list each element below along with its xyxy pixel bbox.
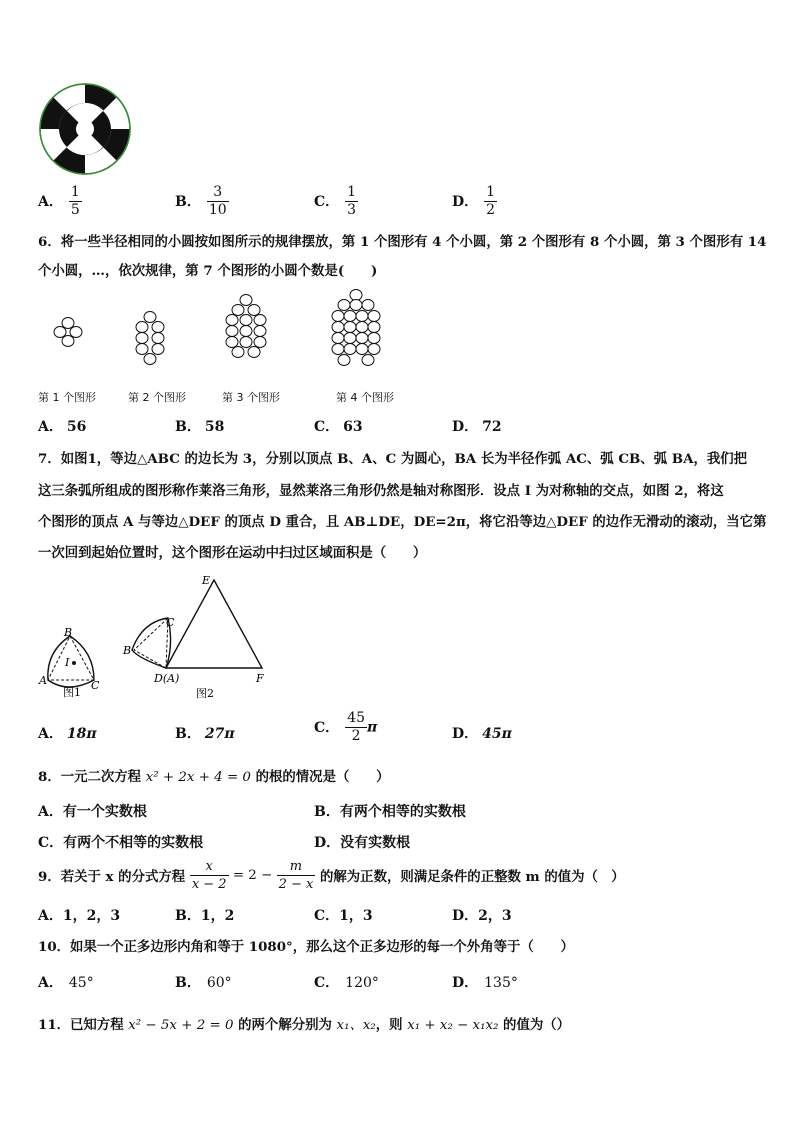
q9-d-text: 2，3	[478, 908, 512, 924]
fig2-label-f: F	[256, 672, 264, 685]
q9-pre: 9．若关于 x 的分式方程	[38, 869, 190, 885]
q5-option-a-fraction	[69, 184, 82, 219]
fig2-label-c: C	[166, 616, 175, 629]
q9-f2-num: m	[277, 858, 316, 876]
q6-caption-3: 第 3 个图形	[222, 391, 280, 404]
q8-option-a[interactable]	[38, 801, 147, 821]
q9-option-b[interactable]	[175, 905, 234, 925]
q8-pre: 8．一元二次方程	[38, 769, 146, 785]
q5-option-c-fraction	[345, 184, 358, 219]
fig1-label-c: C	[91, 679, 100, 692]
q9-fraction-1	[190, 858, 229, 893]
q5-option-a[interactable]	[38, 184, 82, 219]
q9-option-a[interactable]	[38, 905, 120, 925]
q7-a-letter: A．	[38, 726, 63, 742]
q9-mid: = 2 −	[228, 868, 277, 883]
q5-option-b[interactable]	[175, 184, 229, 219]
q9-f1-den: x − 2	[191, 877, 227, 892]
q9-d-letter: D．	[452, 908, 479, 924]
q8-option-d[interactable]	[314, 832, 410, 852]
q7-line2: 这三条弧所组成的图形称作莱洛三角形，显然莱洛三角形仍然是轴对称图形．设点 I 为对称轴的交点，如图 2，将这	[38, 483, 724, 499]
q11-roots: x₁、x₂	[336, 1018, 376, 1033]
q6-c-letter: C．	[314, 419, 340, 435]
q7-line1: 7．如图1，等边△ABC 的边长为 3，分别以顶点 B、A、C 为圆心，BA 长为半径作弧 AC、弧 CB、弧 BA，我们把	[38, 451, 748, 467]
q6-option-d[interactable]	[452, 416, 502, 436]
fig2-label-b: B	[123, 644, 132, 657]
q11-equation: x² − 5x + 2 = 0	[128, 1018, 234, 1033]
q8-option-b[interactable]	[314, 801, 466, 821]
q7-line4: 一次回到起始位置时，这个图形在运动中扫过区域面积是（ ）	[38, 545, 427, 561]
q7-d-text: 45π	[482, 726, 512, 742]
q9-option-d[interactable]	[452, 905, 512, 925]
q5-option-b-letter: B．	[175, 193, 201, 210]
q5-option-c[interactable]	[314, 184, 358, 219]
q5-option-a-letter: A．	[38, 193, 63, 210]
reuleaux-figure-2	[118, 572, 278, 704]
q8-option-c[interactable]	[38, 832, 203, 852]
q7-option-a[interactable]	[38, 723, 97, 743]
q9-c-letter: C．	[314, 908, 340, 924]
q5-d-num: 1	[486, 184, 496, 200]
q5-a-num: 1	[70, 184, 80, 200]
q11-post: 的值为（）	[498, 1017, 571, 1033]
fig1-label-i: I	[65, 656, 70, 669]
q11-mid2: ，则	[375, 1017, 408, 1033]
q10-a-letter: A．	[38, 975, 63, 991]
q7-b-text: 27π	[204, 726, 235, 742]
q8-a-letter: A．	[38, 804, 63, 820]
fig1-caption: 图1	[63, 686, 81, 699]
q6-a-text: 56	[66, 419, 87, 435]
q7-option-b[interactable]	[175, 723, 235, 743]
q11-mid: 的两个解分别为	[233, 1017, 337, 1033]
q6-caption-1: 第 1 个图形	[38, 391, 96, 404]
q8-post: 的根的情况是（ ）	[250, 769, 390, 785]
q9-post: 的解为正数，则满足条件的正整数 m 的值为（ ）	[315, 869, 625, 885]
q8-c-letter: C．	[38, 835, 64, 851]
q8-b-text: 有两个相等的实数根	[339, 804, 466, 820]
q8-c-text: 有两个不相等的实数根	[63, 835, 204, 851]
q6-line2: 个小圆，…，依次规律，第 7 个图形的小圆个数是( )	[38, 263, 378, 279]
q10-d-letter: D．	[452, 975, 479, 991]
q5-option-c-letter: C．	[314, 193, 340, 210]
q6-option-c[interactable]	[314, 416, 363, 436]
q11-expression: x₁ + x₂ − x₁x₂	[407, 1018, 499, 1033]
q10-b-text: 60°	[206, 975, 232, 991]
q11-stem	[38, 1014, 570, 1033]
q6-d-letter: D．	[452, 419, 479, 435]
q7-line3: 个图形的顶点 A 与等边△DEF 的顶点 D 重合，且 AB⊥DE，DE=2π，将它沿等边△DEF 的边作无滑动的滚动，当它第	[38, 514, 767, 530]
q9-a-letter: A．	[38, 908, 63, 924]
q9-option-c[interactable]	[314, 905, 373, 925]
q6-d-text: 72	[482, 419, 502, 435]
q10-c-text: 120°	[345, 975, 379, 991]
q8-a-text: 有一个实数根	[62, 804, 147, 820]
q9-fraction-2	[277, 858, 316, 893]
q7-c-den: 2	[351, 728, 361, 744]
q9-a-text: 1，2，3	[62, 908, 121, 924]
q5-a-den: 5	[70, 202, 80, 218]
q6-option-b[interactable]	[175, 416, 224, 436]
q6-c-text: 63	[343, 419, 363, 435]
q10-option-c[interactable]	[314, 972, 379, 992]
q6-b-text: 58	[204, 419, 225, 435]
q5-b-num: 3	[207, 184, 229, 202]
q10-a-text: 45°	[68, 975, 94, 991]
q10-c-letter: C．	[314, 975, 340, 991]
q7-c-fraction	[345, 710, 367, 745]
q7-option-c[interactable]	[314, 710, 377, 745]
q6-caption-4: 第 4 个图形	[336, 391, 394, 404]
q7-c-letter: C．	[314, 719, 340, 736]
q7-b-letter: B．	[175, 726, 201, 742]
q5-c-den: 3	[347, 202, 357, 218]
q9-c-text: 1，3	[339, 908, 373, 924]
q7-c-num: 45	[347, 710, 365, 726]
fig2-label-e: E	[202, 574, 211, 587]
q6-a-letter: A．	[38, 419, 63, 435]
q6-option-a[interactable]	[38, 416, 86, 436]
q10-option-b[interactable]	[175, 972, 232, 992]
q6-b-letter: B．	[175, 419, 201, 435]
q11-pre: 11．已知方程	[38, 1017, 129, 1033]
q9-f2-den: 2 − x	[278, 877, 314, 892]
q7-a-text: 18π	[66, 726, 97, 742]
q8-d-letter: D．	[314, 835, 341, 851]
circle-pattern-figure	[38, 285, 398, 375]
q6-caption-2: 第 2 个图形	[128, 391, 186, 404]
q5-option-d-letter: D．	[452, 193, 479, 210]
q5-c-num: 1	[347, 184, 357, 200]
q7-c-tail: π	[366, 719, 378, 736]
q9-b-letter: B．	[175, 908, 201, 924]
q8-equation: x² + 2x + 4 = 0	[145, 770, 251, 785]
fig2-label-d: D(A)	[154, 672, 180, 685]
q5-d-den: 2	[486, 202, 496, 218]
q10-option-d[interactable]	[452, 972, 518, 992]
q8-stem	[38, 766, 390, 785]
q8-d-text: 没有实数根	[340, 835, 411, 851]
q9-b-text: 1，2	[200, 908, 235, 924]
q7-option-d[interactable]	[452, 723, 512, 743]
fig1-label-b: B	[64, 626, 73, 639]
fig1-label-a: A	[39, 674, 47, 687]
q10-option-a[interactable]	[38, 972, 94, 992]
q9-stem	[38, 858, 625, 893]
q9-f1-num: x	[190, 858, 229, 876]
q5-b-den: 10	[208, 202, 227, 218]
reuleaux-figure-1	[36, 622, 116, 702]
q5-option-d-fraction	[484, 184, 497, 219]
q8-b-letter: B．	[314, 804, 340, 820]
q6-line1: 6．将一些半径相同的小圆按如图所示的规律摆放，第 1 个图形有 4 个小圆，第 2 个图形有 8 个小圆，第 3 个图形有 14	[38, 234, 767, 250]
q7-d-letter: D．	[452, 726, 479, 742]
q5-option-d[interactable]	[452, 184, 497, 219]
q10-stem: 10．如果一个正多边形内角和等于 1080°，那么这个正多边形的每一个外角等于（ ）	[38, 939, 574, 955]
q10-b-letter: B．	[175, 975, 201, 991]
q10-d-text: 135°	[484, 975, 518, 991]
sector-disc-figure	[38, 82, 132, 176]
q5-option-b-fraction	[207, 184, 229, 219]
fig2-caption: 图2	[196, 687, 214, 700]
